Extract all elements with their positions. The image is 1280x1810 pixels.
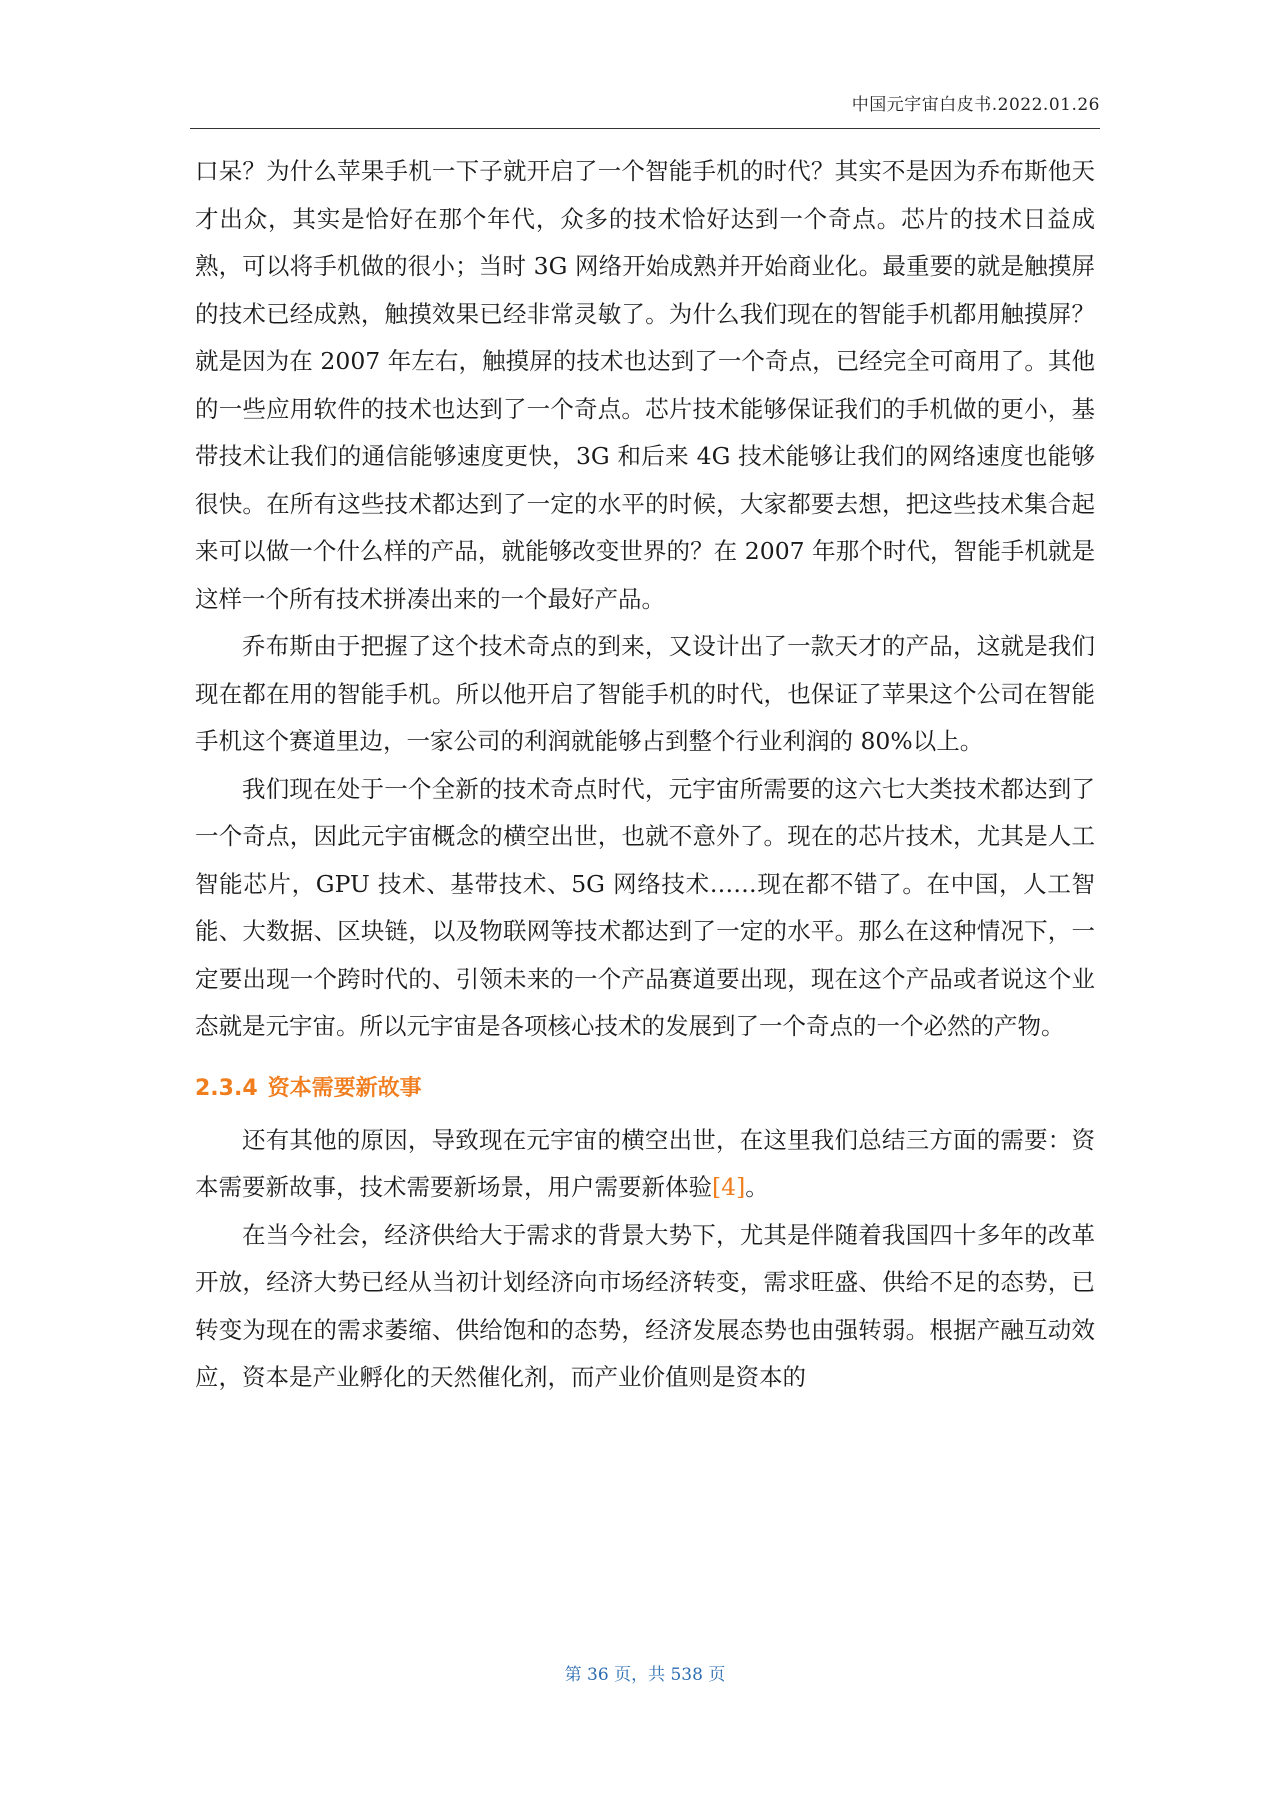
section-title: 资本需要新故事 bbox=[267, 1075, 422, 1101]
citation-link[interactable]: [4] bbox=[712, 1173, 746, 1201]
paragraph-5: 在当今社会，经济供给大于需求的背景大势下，尤其是伴随着我国四十多年的改革开放，经济大势已经从当初计划经济向市场经济转变，需求旺盛、供给不足的态势，已转变为现在的需求萎缩、供给饱和的态势，经济发展态势也由强转弱。根据产融互动效应，资本是产业孵化的天然催化剂，而产业价值则是资本的 bbox=[195, 1220, 1095, 1391]
section-number: 2.3.4 bbox=[195, 1075, 258, 1101]
header-divider bbox=[190, 128, 1100, 129]
paragraph-4 bbox=[195, 1117, 1095, 1212]
paragraph-4-text: 还有其他的原因，导致现在元宇宙的横空出世，在这里我们总结三方面的需要：资本需要新故事，技术需要新场景，用户需要新体验 bbox=[195, 1125, 1095, 1201]
paragraph-1: 口呆？为什么苹果手机一下子就开启了一个智能手机的时代？其实不是因为乔布斯他天才出众，其实是恰好在那个年代，众多的技术恰好达到一个奇点。芯片的技术日益成熟，可以将手机做的很小；当时 3G 网络开始成熟并开始商业化。最重要的就是触摸屏的技术已经成熟，触摸效果已经非常灵敏了。为什么我们现在的智能手机都用触摸屏？就是因为在 2007 年左右，触摸屏的技术也达到了一个奇点，已经完全可商用了。其他的一些应用软件的技术也达到了一个奇点。芯片技术能够保证我们的手机做的更小，基带技术让我们的通信能够速度更快，3G 和后来 4G 技术能够让我们的网络速度也能够很快。在所有这些技术都达到了一定的水平的时候，大家都要去想，把这些技术集合起来可以做一个什么样的产品，就能够改变世界的？在 2007 年那个时代，智能手机就是这样一个所有技术拼凑出来的一个最好产品。 bbox=[195, 157, 1095, 613]
page-number: 第 36 页，共 538 页 bbox=[564, 1665, 726, 1685]
running-header: 中国元宇宙白皮书.2022.01.26 bbox=[851, 95, 1100, 115]
paragraph-4-end: 。 bbox=[745, 1173, 769, 1201]
paragraph-3: 我们现在处于一个全新的技术奇点时代，元宇宙所需要的这六七大类技术都达到了一个奇点，因此元宇宙概念的横空出世，也就不意外了。现在的芯片技术，尤其是人工智能芯片，GPU 技术、基带技术、5G 网络技术……现在都不错了。在中国，人工智能、大数据、区块链，以及物联网等技术都达到了一定的水平。那么在这种情况下，一定要出现一个跨时代的、引领未来的一个产品赛道要出现，现在这个产品或者说这个业态就是元宇宙。所以元宇宙是各项核心技术的发展到了一个奇点的一个必然的产物。 bbox=[195, 774, 1095, 1040]
paragraph-2: 乔布斯由于把握了这个技术奇点的到来，又设计出了一款天才的产品，这就是我们现在都在用的智能手机。所以他开启了智能手机的时代，也保证了苹果这个公司在智能手机这个赛道里边，一家公司的利润就能够占到整个行业利润的 80%以上。 bbox=[195, 632, 1095, 755]
section-heading bbox=[195, 1067, 1095, 1111]
page-content bbox=[195, 148, 1095, 1402]
